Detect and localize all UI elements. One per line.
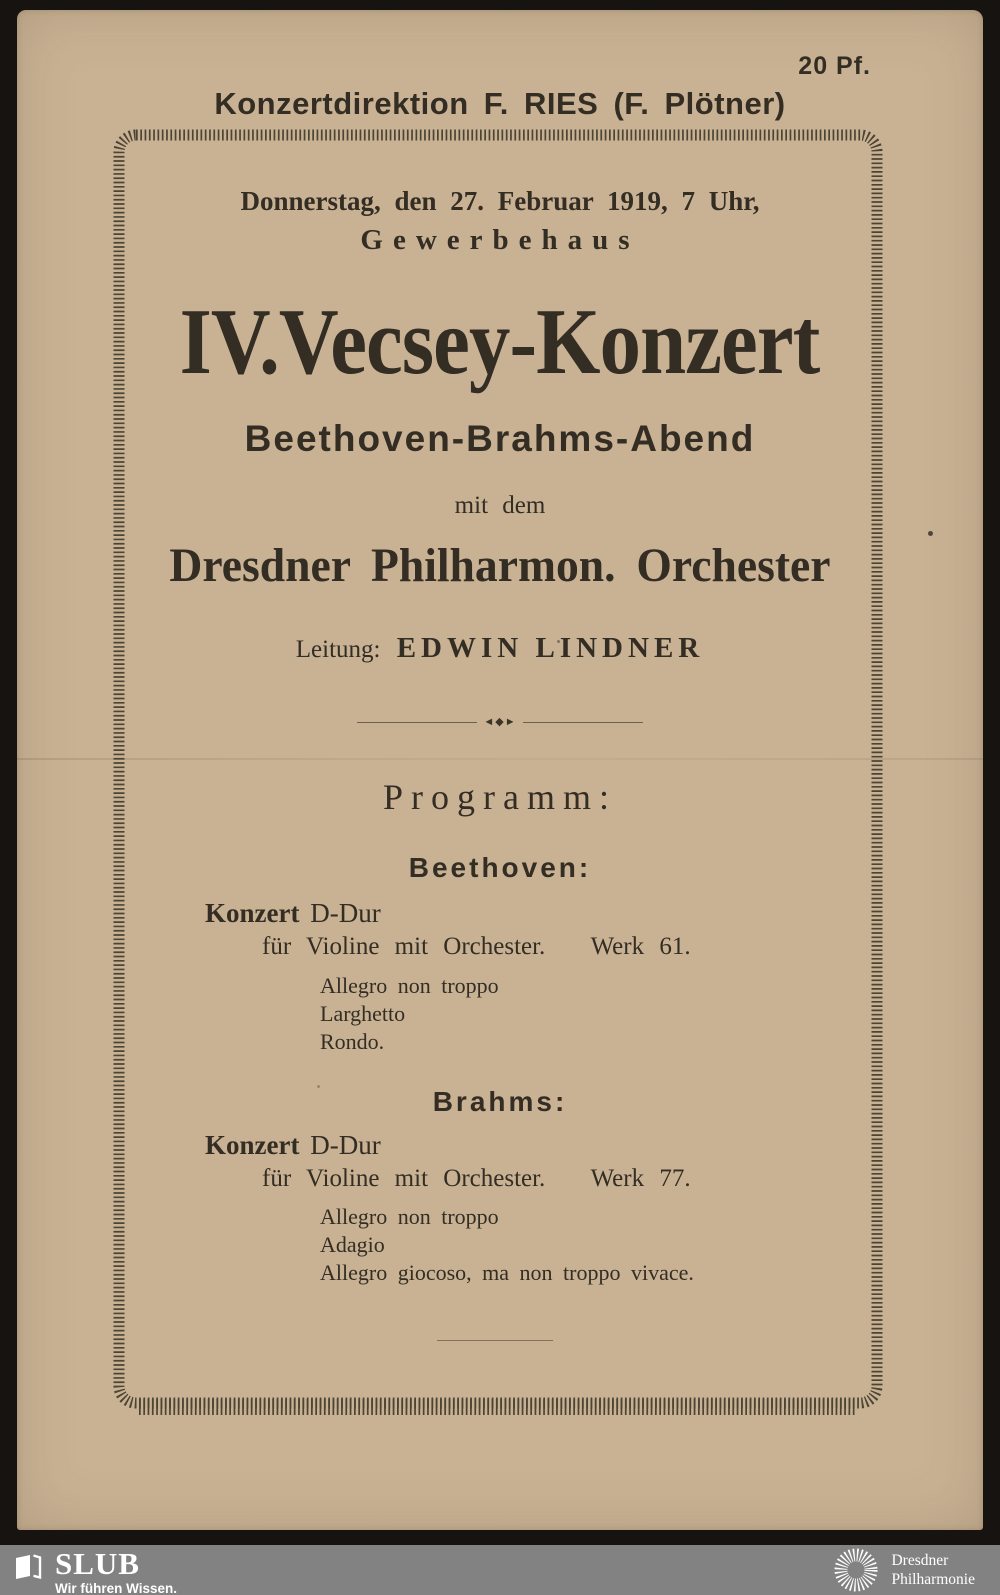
scoring-text: für Violine mit Orchester. — [262, 1165, 546, 1192]
closing-rule — [437, 1340, 553, 1341]
partner-name — [891, 1551, 975, 1589]
divider-ornament — [357, 717, 642, 728]
work-key: D-Dur — [310, 1130, 381, 1160]
scoring-text: für Violine mit Orchester. — [262, 933, 546, 960]
concert-title — [17, 288, 983, 396]
orchestra-name-text: Dresdner Philharmon. Orchester — [169, 539, 831, 592]
time-hour: 7 — [681, 186, 695, 216]
opus-number: Werk 61. — [590, 933, 691, 960]
movement-item: Allegro non troppo — [320, 1204, 499, 1229]
date-line — [17, 186, 983, 217]
conductor-line — [17, 632, 983, 665]
divider-center-ornament-icon: ◄◆► — [483, 716, 517, 728]
divider-line-left — [357, 722, 477, 723]
slub-wordmark — [55, 1548, 177, 1595]
concert-subtitle: Beethoven-Brahms-Abend — [244, 418, 756, 459]
ornamental-divider — [17, 710, 983, 728]
concert-title-text: IV.Vecsey-Konzert — [180, 290, 820, 394]
venue-name: Gewerbehaus — [360, 224, 640, 256]
movement-item: Adagio — [320, 1232, 385, 1257]
movement-item: Allegro non troppo — [320, 973, 499, 998]
open-book-icon — [13, 1552, 43, 1582]
with-the-text: mit dem — [454, 492, 546, 519]
program-sheet — [17, 10, 983, 1530]
library-name: SLUB — [55, 1546, 140, 1581]
library-tagline: Wir führen Wissen. — [55, 1581, 178, 1595]
philharmonie-logo-block — [833, 1547, 975, 1593]
composer-heading-brahms: Brahms: — [432, 1086, 568, 1117]
movement-item: Rondo. — [320, 1029, 385, 1054]
library-footer-bar — [0, 1545, 1000, 1595]
conductor-label: Leitung: — [295, 636, 381, 663]
slub-logo-block — [13, 1548, 177, 1595]
work-title — [205, 1130, 381, 1161]
movement-item: Larghetto — [320, 1001, 406, 1026]
work-scoring-line — [262, 1165, 691, 1193]
opus-number: Werk 77. — [590, 1165, 691, 1192]
work-title — [205, 898, 381, 929]
price-label: 20 Pf. — [798, 52, 871, 80]
sunburst-icon — [833, 1547, 879, 1593]
work-name: Konzert — [205, 898, 300, 928]
orchestra-name — [17, 538, 983, 593]
conductor-name: EDWIN LINDNER — [396, 632, 705, 664]
work-scoring-line — [262, 933, 691, 961]
partner-name-line2: Philharmonie — [891, 1571, 975, 1588]
paper-speck — [928, 531, 933, 536]
date-text: Donnerstag, den 27. Februar 1919, — [240, 186, 668, 216]
divider-line-right — [523, 722, 643, 723]
movement-item: Allegro giocoso, ma non troppo vivace. — [320, 1260, 694, 1285]
concert-agency-line: Konzertdirektion F. RIES (F. Plötner) — [214, 86, 786, 121]
composer-heading-beethoven: Beethoven: — [408, 852, 592, 883]
time-suffix: Uhr, — [708, 186, 760, 216]
program-heading: Programm: — [383, 777, 617, 817]
partner-name-line1: Dresdner — [891, 1552, 949, 1569]
work-name: Konzert — [205, 1130, 300, 1160]
work-key: D-Dur — [310, 898, 381, 928]
